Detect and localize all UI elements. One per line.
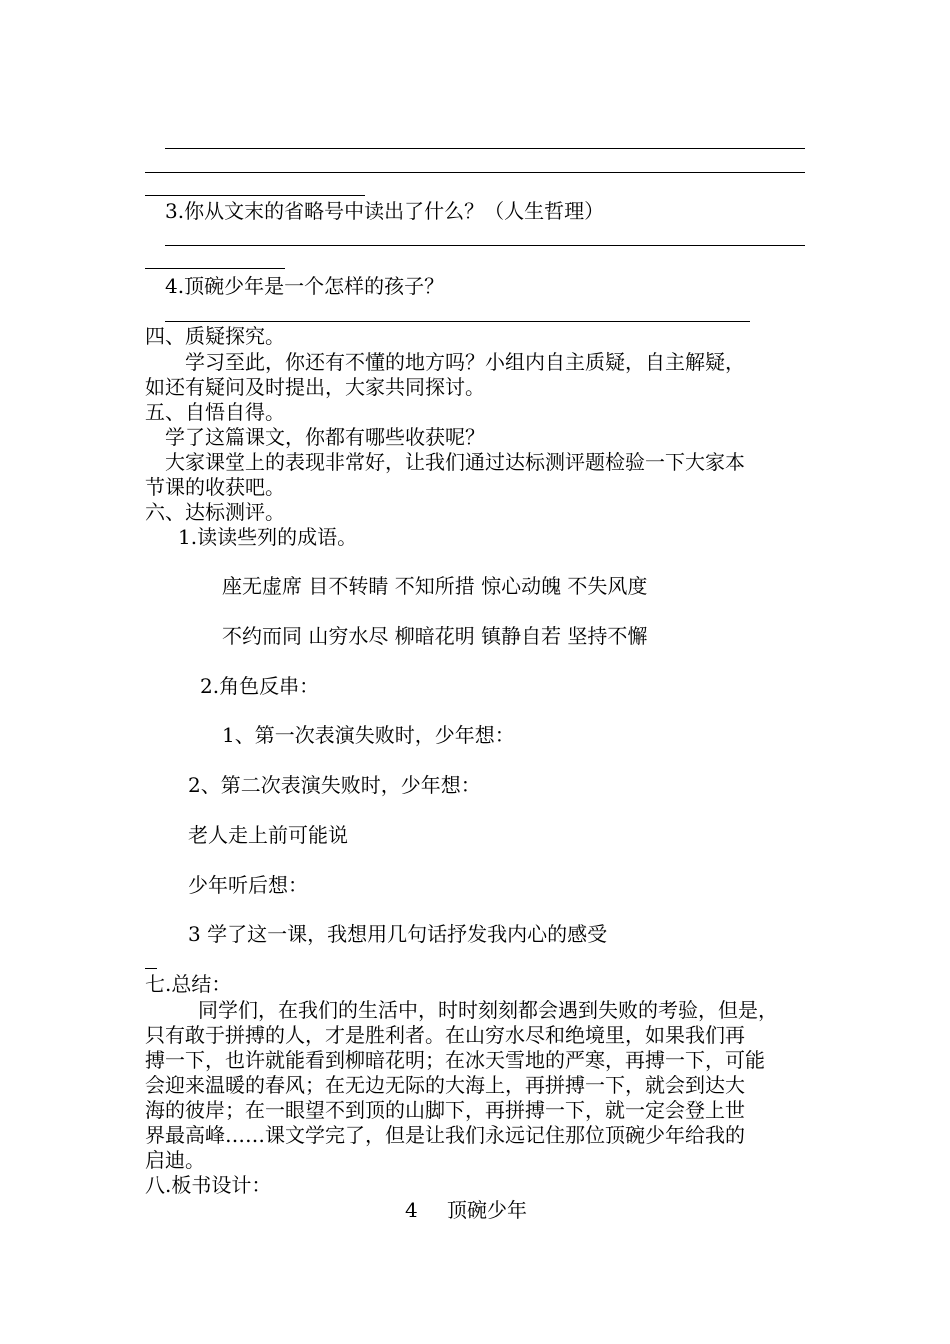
section-8-heading: 八.板书设计： — [145, 1173, 272, 1197]
answer-line — [145, 195, 365, 196]
section-5-line-2: 大家课堂上的表现非常好，让我们通过达标测评题检验一下大家本 — [165, 450, 745, 474]
summary-line: 只有敢于拼搏的人，才是胜利者。在山穷水尽和绝境里，如果我们再 — [145, 1023, 745, 1047]
answer-line — [145, 172, 805, 173]
section-5-line-3: 节课的收获吧。 — [145, 475, 285, 499]
answer-line — [145, 968, 157, 969]
role-prompt-4: 少年听后想： — [188, 873, 308, 897]
answer-line — [165, 245, 805, 246]
role-prompt-1: 1、第一次表演失败时，少年想： — [222, 723, 515, 747]
summary-line: 海的彼岸；在一眼望不到顶的山脚下，再拼搏一下，就一定会登上世 — [145, 1098, 745, 1122]
section-4-line-1: 学习至此，你还有不懂的地方吗？小组内自主质疑，自主解疑， — [185, 350, 745, 374]
question-3: 3.你从文末的省略号中读出了什么？（人生哲理） — [165, 199, 605, 223]
section-5-heading: 五、自悟自得。 — [145, 400, 285, 424]
summary-line: 同学们，在我们的生活中，时时刻刻都会遇到失败的考验，但是， — [198, 998, 778, 1022]
answer-line — [145, 268, 285, 269]
idioms-row-2: 不约而同 山穷水尽 柳暗花明 镇静自若 坚持不懈 — [222, 624, 648, 648]
summary-line: 界最高峰……课文学完了，但是让我们永远记住那位顶碗少年给我的 — [145, 1123, 745, 1147]
board-number: 4 — [405, 1198, 418, 1222]
section-7-heading: 七.总结： — [145, 972, 232, 996]
section-4-heading: 四、质疑探究。 — [145, 324, 285, 348]
section-4-line-2: 如还有疑问及时提出，大家共同探讨。 — [145, 375, 485, 399]
section-5-line-1: 学了这篇课文，你都有哪些收获呢？ — [165, 425, 485, 449]
item-3: 3 学了这一课，我想用几句话抒发我内心的感受 — [188, 922, 608, 946]
idioms-row-1: 座无虚席 目不转睛 不知所措 惊心动魄 不失风度 — [222, 574, 648, 598]
section-6-heading: 六、达标测评。 — [145, 500, 285, 524]
board-title: 顶碗少年 — [447, 1198, 527, 1222]
summary-line: 启迪。 — [145, 1148, 205, 1172]
role-prompt-3: 老人走上前可能说 — [188, 823, 348, 847]
item-2: 2.角色反串： — [200, 674, 320, 698]
answer-line — [165, 148, 805, 149]
summary-line: 搏一下，也许就能看到柳暗花明；在冰天雪地的严寒，再搏一下，可能 — [145, 1048, 765, 1072]
item-1: 1.读读些列的成语。 — [178, 525, 358, 549]
question-4: 4.顶碗少年是一个怎样的孩子？ — [165, 274, 445, 298]
summary-line: 会迎来温暖的春风；在无边无际的大海上，再拼搏一下，就会到达大 — [145, 1073, 745, 1097]
role-prompt-2: 2、第二次表演失败时，少年想： — [188, 773, 481, 797]
answer-line — [165, 321, 750, 322]
